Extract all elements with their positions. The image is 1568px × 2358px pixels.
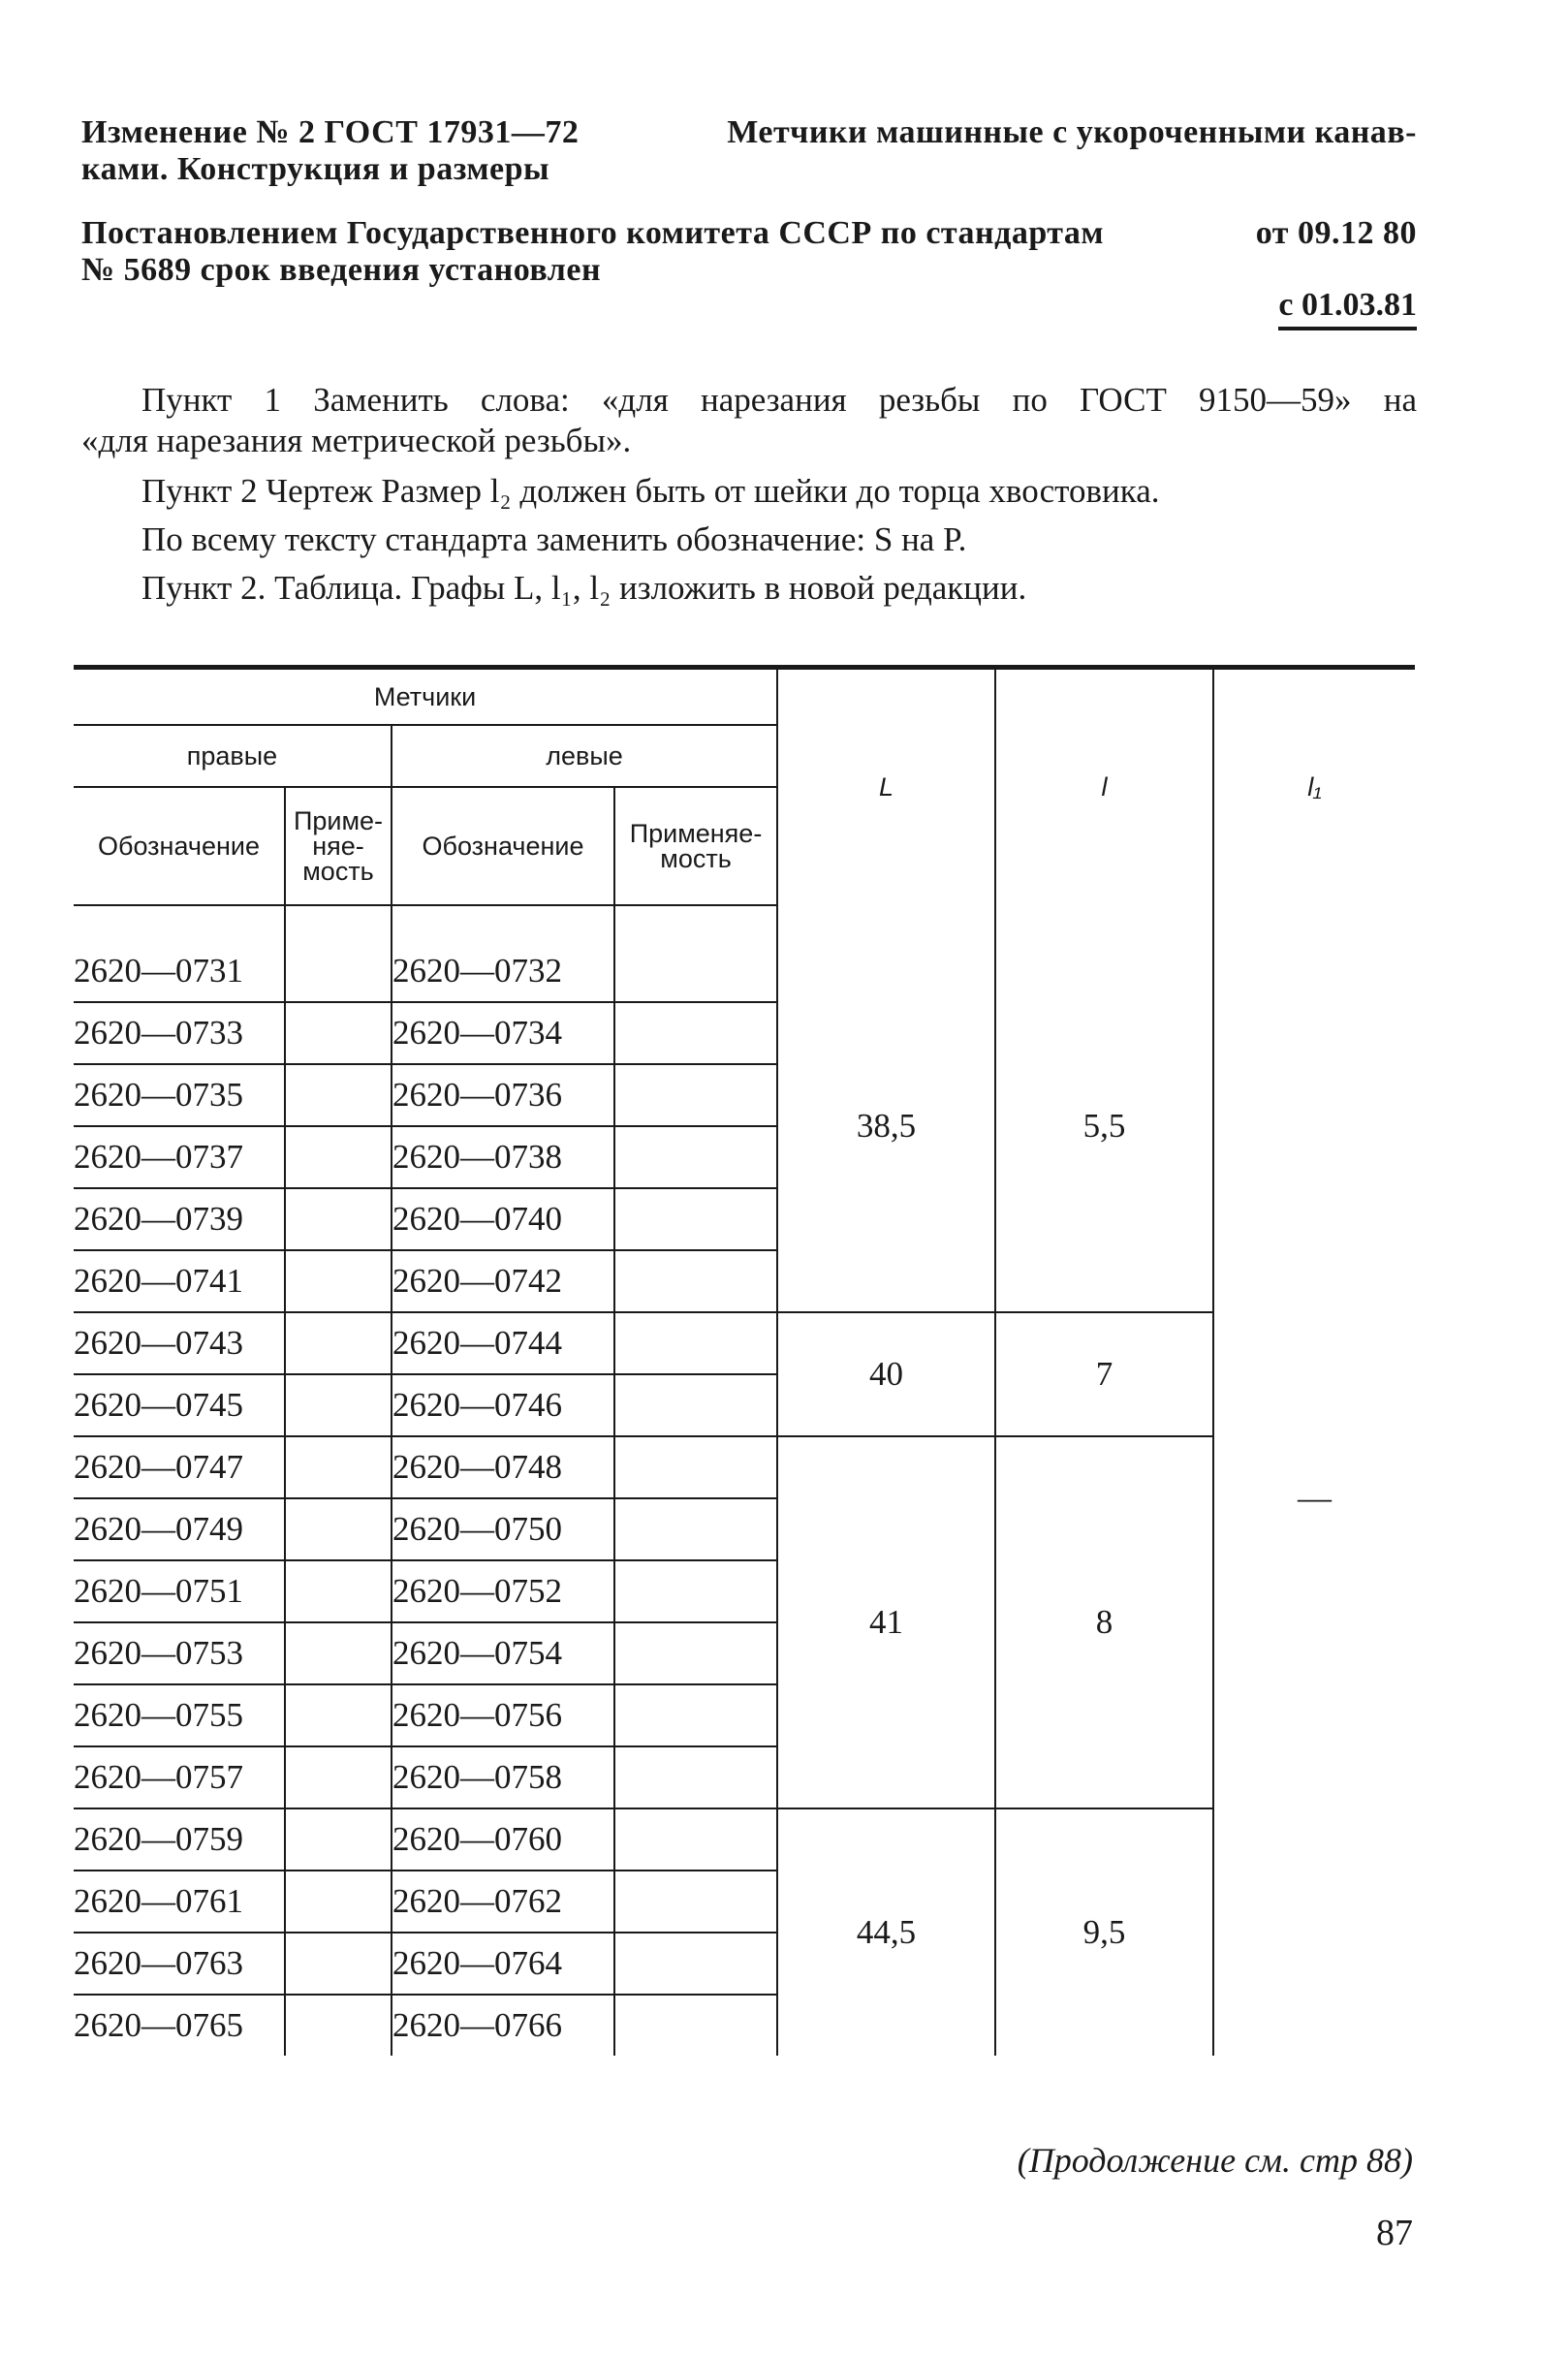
table-row-left: 2620—0758 [392, 1746, 614, 1808]
table-row-left: 2620—0744 [392, 1312, 614, 1374]
header-taps: Метчики [74, 668, 777, 726]
table-row-right: 2620—0747 [74, 1436, 285, 1498]
applicability-cell [614, 1995, 777, 2056]
applicability-cell [285, 941, 392, 1002]
table-row-left: 2620—0742 [392, 1250, 614, 1312]
applicability-cell [614, 1126, 777, 1188]
table-row-right: 2620—0743 [74, 1312, 285, 1374]
header-applicability-right: Приме- няе- мость [285, 787, 392, 905]
table-row-left: 2620—0750 [392, 1498, 614, 1560]
amendment-title [81, 114, 1417, 188]
applicability-cell [614, 1746, 777, 1808]
applicability-cell [614, 1871, 777, 1933]
applicability-cell [614, 1684, 777, 1746]
applicability-cell [285, 1250, 392, 1312]
table-row-right: 2620—0749 [74, 1498, 285, 1560]
table-row-right: 2620—0745 [74, 1374, 285, 1436]
l1-value: — [1213, 941, 1415, 2056]
table-row-right: 2620—0753 [74, 1622, 285, 1684]
applicability-cell [285, 1312, 392, 1374]
table-row-left: 2620—0746 [392, 1374, 614, 1436]
paragraph-3: По всему тексту стандарта заменить обозначение: S на P. [141, 520, 967, 558]
amendment-title-left: Изменение № 2 ГОСТ 17931—72 [81, 114, 580, 150]
applicability-cell [285, 1871, 392, 1933]
applicability-cell [285, 1808, 392, 1871]
amendment-title-right: Метчики машинные с укороченными канав- [727, 114, 1417, 150]
paragraph-1-line1: Пункт 1 Заменить слова: «для нарезания резьбы по ГОСТ 9150—59» на [141, 381, 1417, 419]
applicability-cell [614, 1064, 777, 1126]
table-row-left: 2620—0748 [392, 1436, 614, 1498]
applicability-cell [285, 1933, 392, 1995]
table-row-left: 2620—0752 [392, 1560, 614, 1622]
table-row-right: 2620—0735 [74, 1064, 285, 1126]
l-value-group-3: 8 [995, 1436, 1213, 1808]
table-row-left: 2620—0760 [392, 1808, 614, 1871]
applicability-cell [285, 1684, 392, 1746]
applicability-cell [285, 1126, 392, 1188]
header-l1: l₁ [1213, 668, 1415, 906]
amendment-title-line2: ками. Конструкция и размеры [81, 151, 550, 187]
applicability-cell [614, 941, 777, 1002]
table-row-left: 2620—0732 [392, 941, 614, 1002]
L-value-group-2: 40 [777, 1312, 995, 1436]
taps-table [74, 665, 1415, 2056]
applicability-cell [614, 1436, 777, 1498]
header-designation-right: Обозначение [74, 787, 285, 905]
decree-block [81, 215, 1417, 289]
table-row-left: 2620—0740 [392, 1188, 614, 1250]
table-row-left: 2620—0756 [392, 1684, 614, 1746]
applicability-cell [614, 1374, 777, 1436]
applicability-cell [614, 1188, 777, 1250]
header-l: l [995, 668, 1213, 906]
table-row-left: 2620—0736 [392, 1064, 614, 1126]
decree-line2: № 5689 срок введения установлен [81, 252, 602, 288]
header-L: L [777, 668, 995, 906]
body-text [81, 380, 1417, 609]
table-row-right: 2620—0755 [74, 1684, 285, 1746]
table-row-left: 2620—0734 [392, 1002, 614, 1064]
page-number: 87 [1376, 2213, 1413, 2253]
l-value-group-1: 5,5 [995, 941, 1213, 1312]
l-value-group-2: 7 [995, 1312, 1213, 1436]
table-row-left: 2620—0738 [392, 1126, 614, 1188]
paragraph-4: Пункт 2. Таблица. Графы L, l₁, l₂ изложить в новой редакции. [141, 569, 1027, 607]
applicability-cell [614, 1498, 777, 1560]
header-right-hand: правые [74, 725, 392, 787]
table-row-left: 2620—0764 [392, 1933, 614, 1995]
table-row-left: 2620—0766 [392, 1995, 614, 2056]
L-value-group-1: 38,5 [777, 941, 995, 1312]
table-row-right: 2620—0733 [74, 1002, 285, 1064]
applicability-cell [285, 1002, 392, 1064]
table-row-right: 2620—0759 [74, 1808, 285, 1871]
applicability-cell [285, 1560, 392, 1622]
applicability-cell [614, 1560, 777, 1622]
L-value-group-4: 44,5 [777, 1808, 995, 2056]
L-value-group-3: 41 [777, 1436, 995, 1808]
table-row-right: 2620—0737 [74, 1126, 285, 1188]
applicability-cell [285, 1374, 392, 1436]
table-row-right: 2620—0763 [74, 1933, 285, 1995]
table-row-right: 2620—0765 [74, 2006, 243, 2044]
applicability-cell [614, 1312, 777, 1374]
table-row-right: 2620—0751 [74, 1560, 285, 1622]
header-left-hand: левые [392, 725, 777, 787]
header-designation-left: Обозначение [392, 787, 614, 905]
table-row-right: 2620—0761 [74, 1871, 285, 1933]
paragraph-1-line2: «для нарезания метрической резьбы». [81, 422, 632, 459]
table-row-left: 2620—0754 [392, 1622, 614, 1684]
decree-line1-right: от 09.12 80 [1255, 215, 1417, 251]
paragraph-2: Пункт 2 Чертеж Размер l₂ должен быть от шейки до торца хвостовика. [141, 472, 1160, 510]
effective-date: с 01.03.81 [1278, 287, 1417, 330]
table-row-right: 2620—0739 [74, 1188, 285, 1250]
applicability-cell [285, 1498, 392, 1560]
applicability-cell [285, 1622, 392, 1684]
table-row-right: 2620—0757 [74, 1746, 285, 1808]
decree-line1-left: Постановлением Государственного комитета СССР по стандартам [81, 215, 1105, 251]
applicability-cell [285, 1746, 392, 1808]
applicability-cell [285, 1995, 392, 2056]
applicability-cell [614, 1622, 777, 1684]
applicability-cell [614, 1002, 777, 1064]
table-row-right: 2620—0731 [74, 941, 285, 1002]
l-value-group-4: 9,5 [995, 1808, 1213, 2056]
table-row-right: 2620—0741 [74, 1250, 285, 1312]
applicability-cell [614, 1808, 777, 1871]
applicability-cell [614, 1250, 777, 1312]
applicability-cell [285, 1436, 392, 1498]
table-row-left: 2620—0762 [392, 1871, 614, 1933]
continuation-note: (Продолжение см. стр 88) [1017, 2141, 1413, 2180]
header-applicability-left: Применяе- мость [614, 787, 777, 905]
applicability-cell [614, 1933, 777, 1995]
applicability-cell [285, 1064, 392, 1126]
applicability-cell [285, 1188, 392, 1250]
